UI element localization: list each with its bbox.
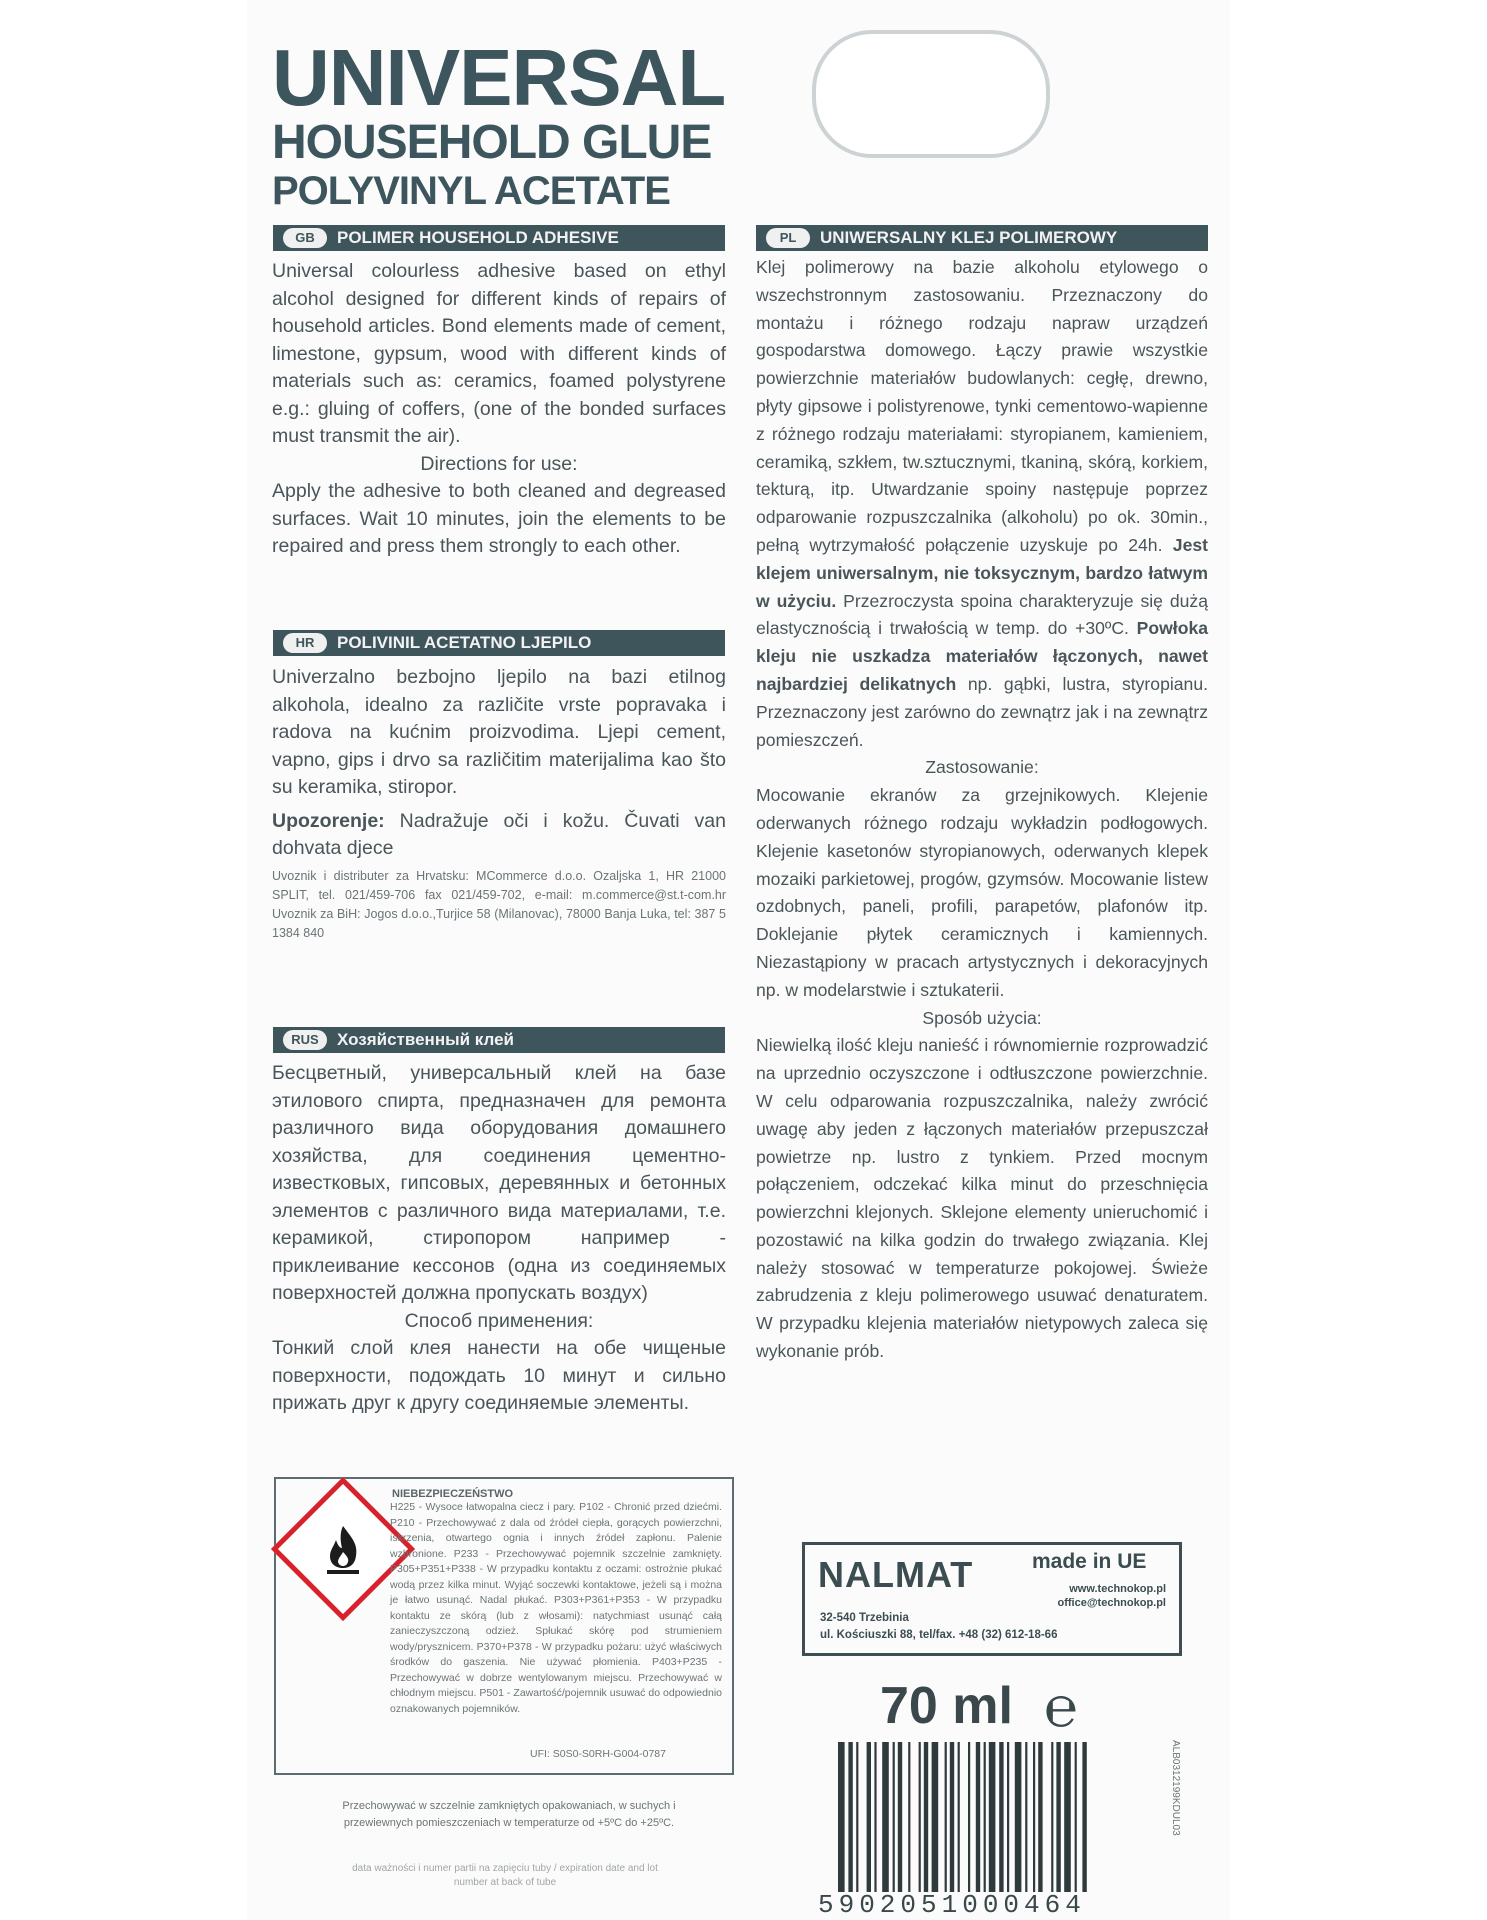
ufi-code: UFI: S0S0-S0RH-G004-0787 bbox=[530, 1748, 666, 1760]
barcode-bar bbox=[874, 1742, 876, 1892]
hr-warning: Nadražuje oči i kožu. Čuvati van dohvata djece bbox=[272, 809, 726, 859]
barcode-bar bbox=[1075, 1742, 1077, 1892]
pl-body-1: Klej polimerowy na bazie alkoholu etylowego o wszechstronnym zastosowaniu. Przeznaczony do montażu i różnego rodzaju napraw urządzeń gospodarstwa domowego. Łączy prawie wszystkie powierzchnie materiałów budowlanych: cegłę, drewno, płyty gipsowe i polistyrenowe, tynki cementowo-wapienne z różnego rodzaju materiałami: styropianem, kamieniem, ceramiką, szkłem, tw.sztucznymi, tkaniną, skórą, korkiem, tekturą, itp. Utwardzanie spoiny następuje poprzez odparowanie rozpuszczalnika (alkoholu) po ok. 30min., pełną wytrzymałość połączenie uzyskuje po 24h. bbox=[756, 257, 1208, 555]
barcode-bar bbox=[1038, 1742, 1042, 1892]
hr-body: Univerzalno bezbojno ljepilo na bazi etilnog alkohola, idealno za različite vrste popravaka i radova na kućnim proizvodima. Ljepi cement, vapno, gips i drvo sa različitim materijalima kao što su keramika, stiropor. bbox=[272, 666, 726, 798]
pl-use-title: Zastosowanie: bbox=[925, 757, 1039, 778]
en-directions: Apply the adhesive to both cleaned and degreased surfaces. Wait 10 minutes, join the elements to be repaired and press them strongly to each other. bbox=[272, 480, 726, 557]
barcode-bar bbox=[1007, 1742, 1009, 1892]
barcode-bar bbox=[989, 1742, 996, 1892]
barcode-bar bbox=[924, 1742, 928, 1892]
title-line-3: POLYVINYL ACETATE bbox=[272, 169, 670, 213]
hazard-signal-word: NIEBEZPIECZEŃSTWO bbox=[392, 1488, 514, 1500]
barcode-bar bbox=[999, 1742, 1003, 1892]
barcode bbox=[838, 1742, 1142, 1892]
pl-text-block bbox=[756, 254, 1208, 1366]
section-title-hr: POLIVINIL ACETATNO LJEPILO bbox=[337, 633, 592, 652]
section-title-ru: Хозяйственный клей bbox=[337, 1030, 514, 1049]
email: office@technokop.pl bbox=[1057, 1597, 1166, 1609]
barcode-bar bbox=[932, 1742, 939, 1892]
ru-directions: Тонкий слой клея нанести на обе чищеные поверхности, подождать 10 минут и сильно прижать друг к другу соединяемые элементы. bbox=[272, 1337, 726, 1414]
e-mark-icon: ℮ bbox=[1044, 1675, 1078, 1738]
lang-badge-en: GB bbox=[283, 228, 327, 248]
barcode-bar bbox=[838, 1742, 845, 1892]
pl-body-3: np. gąbki, lustra, styropianu. Przeznaczony jest zarówno do zewnątrz jak i na zewnątrz pomieszczeń. bbox=[756, 673, 1209, 750]
barcode-bar bbox=[1025, 1742, 1027, 1892]
barcode-bar bbox=[919, 1742, 921, 1892]
ru-text-block bbox=[272, 1060, 726, 1418]
lang-badge-pl: PL bbox=[766, 228, 810, 248]
address-line-2: ul. Kościuszki 88, tel/fax. +48 (32) 612-18-66 bbox=[820, 1629, 1058, 1641]
hazard-text-top: H225 - Wysoce łatwopalna ciecz i pary. P102 - Chronić przed dziećmi. P210 - Przechowywać z dala od źródeł ciepła, gorących powierzchni, iskrzenia, otwartego ognia i innych źródeł zapłonu. Palenie wzbronione. P233 - Przechowywać pojemnik szczelnie zamknięty. P305+P351+P338 - W przypadku kontaktu z oczami: ostrożnie płukać wodą przez kilka minut. Wyjąć soczewki kontaktowe, jeżeli są i można je łatwo usunąć. Nadal płukać. P303+P361+P353 - W przypadku kontaktu ze skórą (lub z włosami): natychmiast usunąć całą zanieczyszczoną odzież. Spłukać skórę pod strumieniem wody/prysznicem. P370+P378 - W przypadku pożaru: użyć właściwych środków do gaszenia. Nie używać płomienia. P403+P235 - Przechowywać w dobrze wentylowanym miejscu. Przechowywać w chłodnym miejscu. P501 - Zawartość/pojemnik usuwać do odpowiednio oznakowanych pojemników. bbox=[390, 1501, 722, 1715]
en-directions-title: Directions for use: bbox=[420, 452, 578, 475]
pl-body-bold-1: Jest klejem uniwersalnym, nie toksycznym, bardzo łatwym w użyciu. bbox=[756, 534, 1208, 611]
hr-text-block bbox=[272, 664, 726, 943]
hr-warning-label: Upozorenje: bbox=[272, 809, 385, 832]
barcode-bar bbox=[856, 1742, 858, 1892]
ru-body: Бесцветный, универсальный клей на базе этилового спирта, предназначен для ремонта различного вида оборудования домашнего хозяйства, для соединения цементно-известковых, гипсовых, деревянных и бетонных элементов с различного вида материалами, т.е. керамикой, стиропором например - приклеивание кессонов (одна из соединяемых поверхностей должна пропускать воздух) bbox=[272, 1062, 726, 1304]
en-body: Universal colourless adhesive based on ethyl alcohol designed for different kinds of repairs of household articles. Bond elements made of cement, limestone, gypsum, wood with different kinds of materials such as: ceramics, foamed polystyrene e.g.: gluing of coffers, (one of the bonded surfaces must transmit the air). bbox=[272, 260, 726, 447]
hr-importer: Uvoznik i distributer za Hrvatsku: MCommerce d.o.o. Ozaljska 1, HR 21000 SPLIT, tel. 021/459-706 fax 021/459-702, e-mail: m.commerce@st.t-com.hr Uvoznik za BiH: Jogos d.o.o.,Turjice 58 (Milanovac), 78000 Banja Luka, tel: 387 5 1384 840 bbox=[272, 868, 726, 940]
section-header-en bbox=[273, 225, 725, 251]
section-header-ru bbox=[273, 1027, 725, 1053]
made-in-label: made in UE bbox=[1032, 1550, 1147, 1573]
pl-method: Niewielką ilość kleju nanieść i równomiernie rozprowadzić na uprzednio oczyszczone i odtłuszczone powierzchnie. W celu odparowania rozpuszczalnika, należy zwrócić uwagę aby jeden z łączonych materiałów przepuszczał powietrze np. lustro z tynkiem. Przed mocnym połączeniem, odczekać kilka minut do przeschnięcia powierzchni klejonych. Sklejone elementy unieruchomić i pozostawić na kilka godzin do trwałego związania. Klej należy stosować w temperaturze pokojowej. Świeże zabrudzenia z kleju polimerowego usuwać denaturatem. W przypadku klejenia materiałów nietypowych zaleca się wykonanie prób. bbox=[756, 1035, 1208, 1362]
section-title-en: POLIMER HOUSEHOLD ADHESIVE bbox=[337, 228, 619, 247]
section-title-pl: UNIWERSALNY KLEJ POLIMEROWY bbox=[820, 228, 1118, 247]
section-header-pl bbox=[756, 225, 1208, 251]
barcode-bar bbox=[848, 1742, 852, 1892]
barcode-bar bbox=[1015, 1742, 1022, 1892]
barcode-bar bbox=[1056, 1742, 1060, 1892]
barcode-bar bbox=[893, 1742, 895, 1892]
barcode-bar bbox=[945, 1742, 947, 1892]
title-line-2: HOUSEHOLD GLUE bbox=[272, 116, 712, 169]
barcode-bar bbox=[908, 1742, 910, 1892]
barcode-bar bbox=[1033, 1742, 1035, 1892]
contact-web bbox=[1018, 1582, 1166, 1610]
barcode-bar bbox=[984, 1742, 986, 1892]
barcode-number: 5902051000464 bbox=[818, 1890, 1086, 1920]
manufacturer-address bbox=[820, 1610, 1057, 1644]
hang-hole bbox=[812, 30, 1050, 158]
expiry-note: data ważności i numer partii na zapięciu tuby / expiration date and lot number at back of tube bbox=[352, 1863, 658, 1888]
lang-badge-ru: RUS bbox=[283, 1030, 327, 1050]
lot-number: ALB0312199KDUL03 bbox=[1170, 1740, 1181, 1836]
barcode-bar bbox=[968, 1742, 970, 1892]
address-line-1: 32-540 Trzebinia bbox=[820, 1612, 909, 1624]
storage-text: Przechowywać w szczelnie zamkniętych opakowaniach, w suchych i przewiewnych pomieszczeniach w temperaturze od +5ºC do +25ºC. bbox=[342, 1800, 676, 1829]
barcode-bar bbox=[1082, 1742, 1086, 1892]
barcode-bar bbox=[950, 1742, 954, 1892]
title-line-1: UNIVERSAL bbox=[272, 33, 726, 122]
lang-badge-hr: HR bbox=[283, 633, 327, 653]
pl-use: Mocowanie ekranów za grzejnikowych. Klejenie oderwanych różnego rodzaju wykładzin podłogowych. Klejenie kasetonów styropianowych, oderwanych klepek mozaiki parkietowej, progów, gzymsów. Mocowanie listew ozdobnych, paneli, profili, parapetów, plafonów itp. Doklejanie płytek ceramicznych i kamiennych. Niezastąpiony w pracach artystycznych i dekoracyjnych np. w modelarstwie i sztukaterii. bbox=[756, 785, 1208, 1000]
barcode-bar bbox=[1051, 1742, 1053, 1892]
website: www.technokop.pl bbox=[1069, 1583, 1166, 1595]
pl-body-2: Przezroczysta spoina charakteryzuje się dużą elastycznością i trwałością w temp. do +30ºC. bbox=[756, 590, 1208, 639]
en-text-block bbox=[272, 258, 726, 561]
barcode-bar bbox=[958, 1742, 960, 1892]
barcode-bar bbox=[898, 1742, 902, 1892]
volume-label: 70 ml bbox=[880, 1677, 1013, 1735]
pl-body-bold-2: Powłoka kleju nie uszkadza materiałów łączonych, nawet najbardziej delikatnych bbox=[756, 618, 1209, 694]
barcode-bar bbox=[976, 1742, 980, 1892]
barcode-bar bbox=[882, 1742, 889, 1892]
ru-directions-title: Способ применения: bbox=[404, 1309, 594, 1332]
pl-method-title: Sposób użycia: bbox=[922, 1007, 1042, 1028]
nalmat-logo: NALMAT bbox=[818, 1554, 974, 1595]
barcode-bar bbox=[867, 1742, 871, 1892]
section-header-hr bbox=[273, 630, 725, 656]
barcode-bar bbox=[1064, 1742, 1071, 1892]
